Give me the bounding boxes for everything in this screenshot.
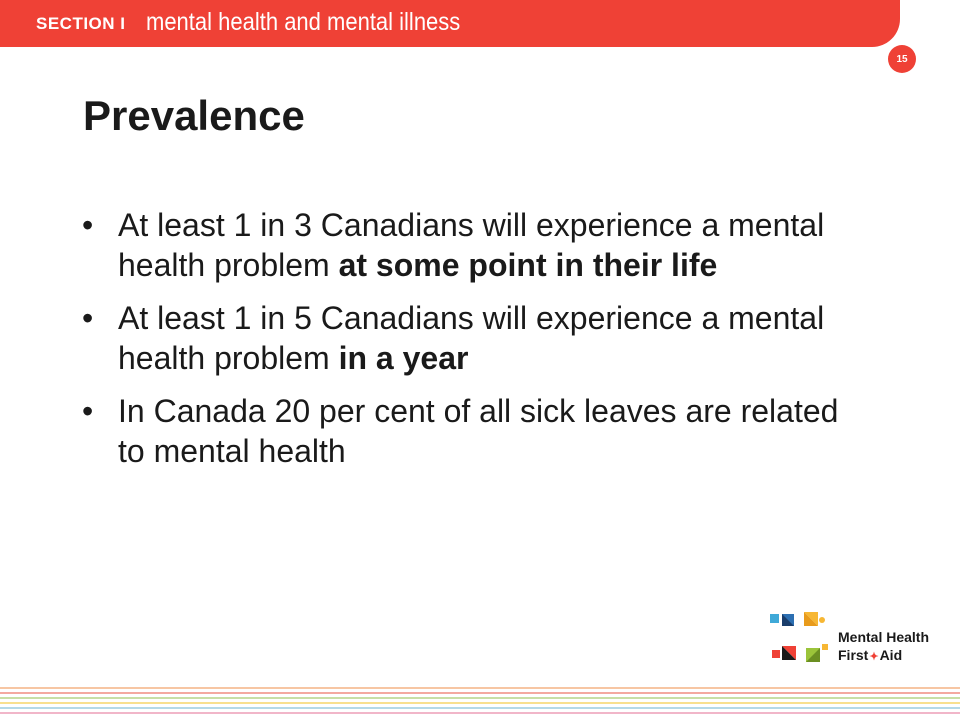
footer-stripe bbox=[0, 712, 960, 714]
bullet-dot-icon: • bbox=[82, 300, 94, 336]
logo-line-2-first: First bbox=[838, 647, 869, 663]
bullet-list bbox=[82, 205, 882, 484]
maple-leaf-icon: ✦ bbox=[869, 651, 879, 663]
logo-line-2-aid: Aid bbox=[879, 647, 903, 663]
bullet-text bbox=[118, 298, 858, 378]
footer-stripes bbox=[0, 687, 960, 720]
header-banner bbox=[0, 0, 900, 47]
slide-title: Prevalence bbox=[83, 92, 305, 139]
bullet-dot-icon: • bbox=[82, 393, 94, 429]
page-number-badge: 15 bbox=[888, 45, 916, 73]
bullet-text bbox=[118, 391, 858, 471]
mental-health-first-aid-logo bbox=[768, 608, 948, 672]
section-label: SECTION I bbox=[36, 14, 126, 33]
logo-line-1: Mental Health bbox=[838, 629, 930, 645]
bullet-item bbox=[82, 391, 882, 471]
footer-stripe bbox=[0, 697, 960, 699]
bullet-plain-text: In Canada 20 per cent of all sick leaves are related to mental health bbox=[118, 393, 839, 469]
footer-stripe bbox=[0, 687, 960, 689]
bullet-item bbox=[82, 298, 882, 378]
logo-squares-icon bbox=[768, 608, 832, 672]
bullet-bold-text: at some point in their life bbox=[338, 247, 718, 283]
bullet-dot-icon: • bbox=[82, 207, 94, 243]
bullet-bold-text: in a year bbox=[338, 340, 469, 376]
footer-stripe bbox=[0, 707, 960, 709]
bullet-plain-text: At least 1 in 3 Canadians will experience a mental health problem bbox=[118, 207, 825, 283]
logo-line-2 bbox=[838, 646, 929, 666]
section-title: mental health and mental illness bbox=[146, 8, 461, 36]
footer-stripe bbox=[0, 702, 960, 704]
bullet-text bbox=[118, 205, 858, 285]
logo-text bbox=[838, 628, 929, 666]
footer-stripe bbox=[0, 692, 960, 694]
bullet-item bbox=[82, 205, 882, 285]
bullet-plain-text: At least 1 in 5 Canadians will experience a mental health problem bbox=[118, 300, 825, 376]
